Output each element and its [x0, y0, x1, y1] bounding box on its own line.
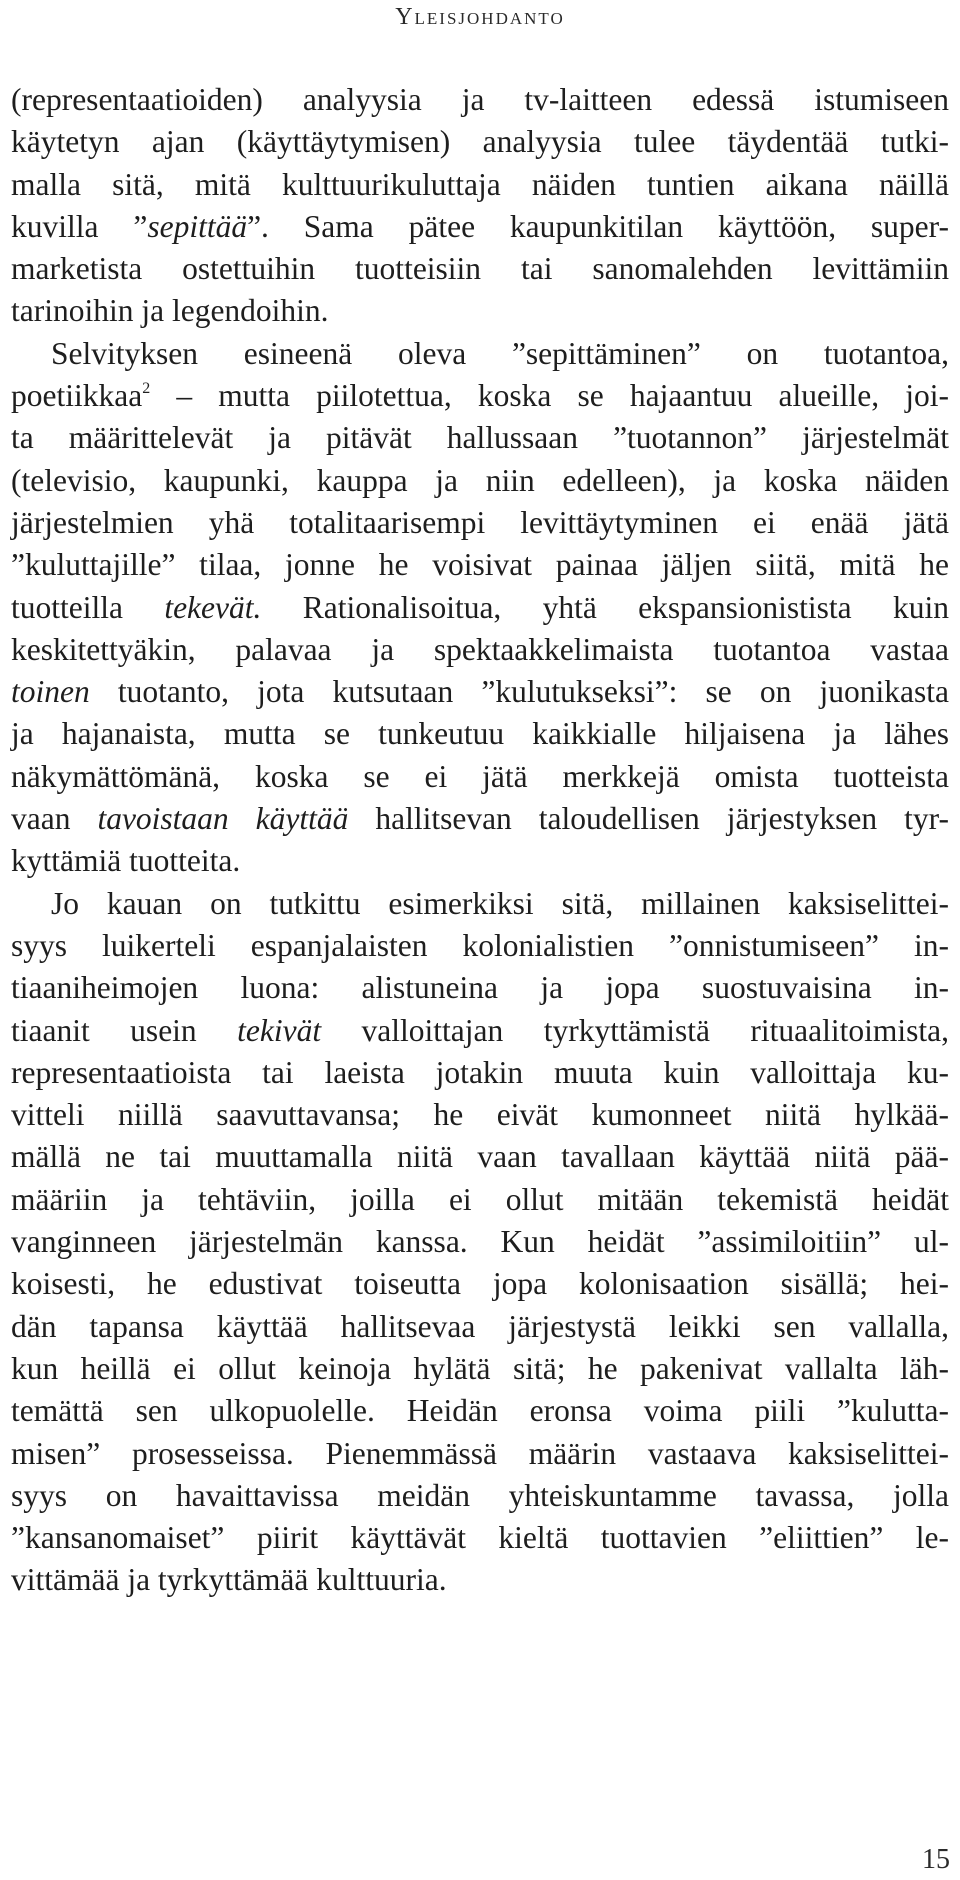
text-run: vanginneen järjestelmän kanssa. Kun heidät ”assimiloitiin” ul- — [11, 1224, 949, 1260]
text-run: ja hajanaista, mutta se tunkeutuu kaikkialle hiljaisena ja lähes — [11, 716, 949, 752]
text-run: temättä sen ulkopuolelle. Heidän eronsa voima piili ”kulutta- — [11, 1393, 949, 1429]
text-run: tuotteilla — [11, 589, 165, 625]
text-run: tarinoihin ja legendoihin. — [11, 293, 329, 329]
text-line — [11, 840, 949, 882]
text-run: (representaatioiden) analyysia ja tv-laitteen edessä istumiseen — [11, 82, 949, 117]
text-line — [11, 375, 949, 417]
text-line — [11, 1348, 949, 1390]
text-run: määriin ja tehtäviin, joilla ei ollut mitään tekemistä heidät — [11, 1181, 949, 1217]
text-run: kun heillä ei ollut keinoja hylätä sitä; he pakenivat vallalta läh- — [11, 1350, 949, 1386]
text-line — [11, 1390, 949, 1432]
text-run: vittämää ja tyrkyttämää kulttuuria. — [11, 1562, 447, 1598]
text-run: poetiikkaa — [11, 378, 143, 414]
text-line — [11, 1263, 949, 1305]
text-run: tiaaniheimojen luona: alistuneina ja jopa suostuvaisina in- — [11, 970, 949, 1006]
text-run: tuotanto, jota kutsutaan ”kulutukseksi”: se on juonikasta — [89, 674, 949, 710]
body-text — [11, 79, 949, 1602]
text-line — [11, 671, 949, 713]
text-line — [11, 967, 949, 1009]
page-number: 15 — [922, 1844, 950, 1875]
italic-text: tavoistaan käyttää — [97, 801, 349, 837]
text-run: malla sitä, mitä kulttuurikuluttaja näiden tuntien aikana näillä — [11, 166, 949, 202]
italic-text: toinen — [11, 674, 90, 710]
text-run: järjestelmien yhä totalitaarisempi levittäytyminen ei enää jätä — [11, 504, 949, 540]
text-run: hallitsevan taloudellisen järjestyksen tyr- — [348, 801, 949, 837]
text-line — [11, 1221, 949, 1263]
text-line — [11, 756, 949, 798]
text-run: ta määrittelevät ja pitävät hallussaan ”tuotannon” järjestelmät — [11, 420, 949, 456]
text-run: Rationalisoitua, yhtä ekspansionistista kuin — [261, 589, 949, 625]
italic-text: tekivät — [237, 1012, 322, 1048]
text-run: misen” prosesseissa. Pienemmässä määrin vastaava kaksiselittei- — [11, 1435, 949, 1471]
running-head: Yleisjohdanto — [395, 4, 565, 30]
text-run: valloittajan tyrkyttämistä rituaalitoimista, — [321, 1012, 949, 1048]
text-run: syys luikerteli espanjalaisten kolonialistien ”onnistumiseen” in- — [11, 927, 949, 963]
text-run: ”kansanomaiset” piirit käyttävät kieltä tuottavien ”eliittien” le- — [11, 1520, 949, 1556]
text-line — [11, 206, 949, 248]
text-line — [11, 544, 949, 586]
text-line — [11, 1179, 949, 1221]
text-run: Jo kauan on tutkittu esimerkiksi sitä, millainen kaksiselittei- — [51, 885, 949, 921]
text-run: vitteli niillä saavuttavansa; he eivät kumonneet niitä hylkää- — [11, 1097, 949, 1133]
text-line — [11, 121, 949, 163]
text-line — [11, 1136, 949, 1178]
text-run: ”kuluttajille” tilaa, jonne he voisivat painaa jäljen siitä, mitä he — [11, 547, 949, 583]
text-run: dän tapansa käyttää hallitsevaa järjestystä leikki sen vallalla, — [11, 1308, 949, 1344]
text-run: tiaanit usein — [11, 1012, 238, 1048]
text-line — [11, 883, 949, 925]
text-run: vaan — [11, 801, 98, 837]
text-line — [11, 713, 949, 755]
text-line — [11, 1094, 949, 1136]
italic-text: tekevät. — [164, 589, 262, 625]
text-line — [11, 1559, 949, 1601]
text-line — [11, 629, 949, 671]
text-run: käytetyn ajan (käyttäytymisen) analyysia tulee täydentää tutki- — [11, 124, 949, 160]
footnote-ref: 2 — [142, 380, 151, 398]
text-run: syys on havaittavissa meidän yhteiskuntamme tavassa, jolla — [11, 1477, 949, 1513]
text-run: representaatioista tai laeista jotakin muuta kuin valloittaja ku- — [11, 1054, 949, 1090]
text-line — [11, 1010, 949, 1052]
text-run: näkymättömänä, koska se ei jätä merkkejä omista tuotteista — [11, 758, 949, 794]
text-line — [11, 79, 949, 121]
text-line — [11, 460, 949, 502]
text-line — [11, 587, 949, 629]
text-run: kyttämiä tuotteita. — [11, 843, 241, 879]
text-line — [11, 164, 949, 206]
text-run: – mutta piilotettua, koska se hajaantuu alueille, joi- — [150, 378, 949, 414]
text-run: marketista ostettuihin tuotteisiin tai sanomalehden levittämiin — [11, 251, 949, 287]
text-line — [11, 925, 949, 967]
text-run: (televisio, kaupunki, kauppa ja niin edelleen), ja koska näiden — [11, 462, 949, 498]
text-run: Selvityksen esineenä oleva ”sepittäminen” on tuotantoa, — [51, 335, 949, 371]
text-run: ”. Sama pätee kaupunkitilan käyttöön, super- — [247, 208, 950, 244]
text-run: kuvilla ” — [11, 208, 148, 244]
text-line — [11, 333, 949, 375]
text-line — [11, 290, 949, 332]
text-line — [11, 1433, 949, 1475]
text-run: keskitettyäkin, palavaa ja spektaakkelimaista tuotantoa vastaa — [11, 631, 949, 667]
text-line — [11, 1306, 949, 1348]
text-line — [11, 1052, 949, 1094]
text-run: mällä ne tai muuttamalla niitä vaan tavallaan käyttää niitä pää- — [11, 1139, 949, 1175]
text-line — [11, 1517, 949, 1559]
text-run: koisesti, he edustivat toiseutta jopa kolonisaation sisällä; hei- — [11, 1266, 949, 1302]
text-line — [11, 1475, 949, 1517]
text-line — [11, 417, 949, 459]
text-line — [11, 798, 949, 840]
text-line — [11, 502, 949, 544]
italic-text: sepittää — [147, 208, 248, 244]
text-line — [11, 248, 949, 290]
